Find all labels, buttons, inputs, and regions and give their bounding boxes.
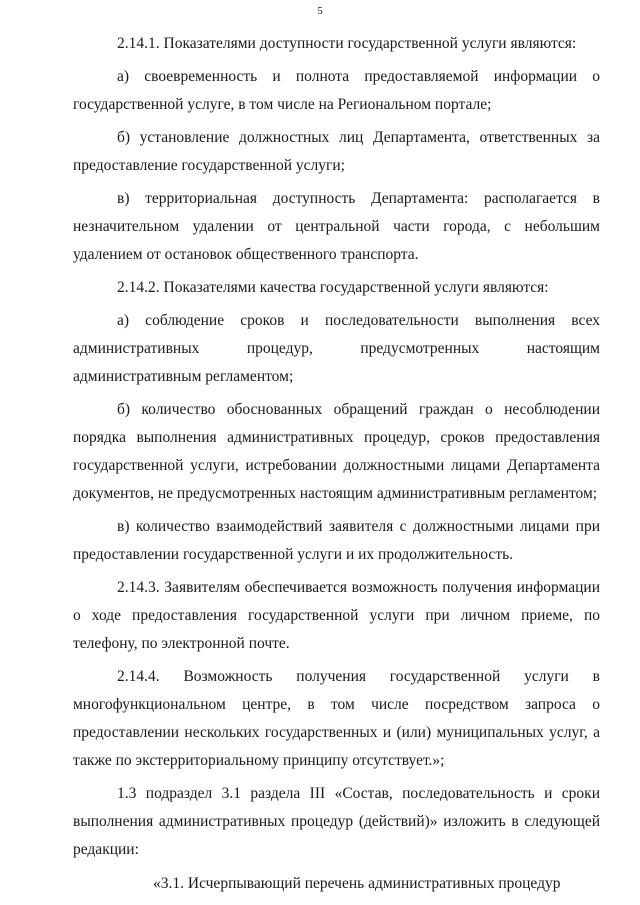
document-body bbox=[73, 30, 600, 903]
paragraph-2-14-4: 2.14.4. Возможность получения государственной услуги в многофункциональном центре, в том числе посредством запроса о предоставлении нескольких государственных и (или) муниципальных услуг, а также по экстерриториальному принципу отсутствует.»; bbox=[73, 668, 600, 769]
section-3-1-heading: «3.1. Исчерпывающий перечень административных процедур bbox=[153, 875, 561, 892]
paragraph-2-14-2: 2.14.2. Показателями качества государственной услуги являются: bbox=[117, 279, 549, 296]
page-number: 5 bbox=[317, 5, 323, 17]
paragraph-2-14-2-v: в) количество взаимодействий заявителя с должностными лицами при предоставлении государственной услуги и их продолжительность. bbox=[73, 518, 600, 563]
paragraph-2-14-1-v: в) территориальная доступность Департамента: располагается в незначительном удалении от центральной части города, с небольшим удалением от остановок общественного транспорта. bbox=[73, 190, 600, 263]
paragraph-2-14-2-a: а) соблюдение сроков и последовательности выполнения всех административных процедур, предусмотренных настоящим административным регламентом; bbox=[73, 312, 600, 385]
paragraph-2-14-1: 2.14.1. Показателями доступности государственной услуги являются: bbox=[117, 35, 577, 52]
paragraph-2-14-3: 2.14.3. Заявителям обеспечивается возможность получения информации о ходе предоставления государственной услуги при личном приеме, по телефону, по электронной почте. bbox=[73, 579, 600, 652]
paragraph-2-14-1-a: а) своевременность и полнота предоставляемой информации о государственной услуге, в том числе на Региональном портале; bbox=[73, 68, 600, 113]
paragraph-2-14-2-b: б) количество обоснованных обращений граждан о несоблюдении порядка выполнения административных процедур, сроков предоставления государственной услуги, истребовании должностными лицами Департамента документов, не предусмотренных настоящим административным регламентом; bbox=[73, 401, 600, 502]
paragraph-2-14-1-b: б) установление должностных лиц Департамента, ответственных за предоставление государственной услуги; bbox=[73, 129, 600, 174]
paragraph-1-3: 1.3 подраздел 3.1 раздела III «Состав, последовательность и сроки выполнения административных процедур (действий)» изложить в следующей редакции: bbox=[73, 785, 600, 858]
